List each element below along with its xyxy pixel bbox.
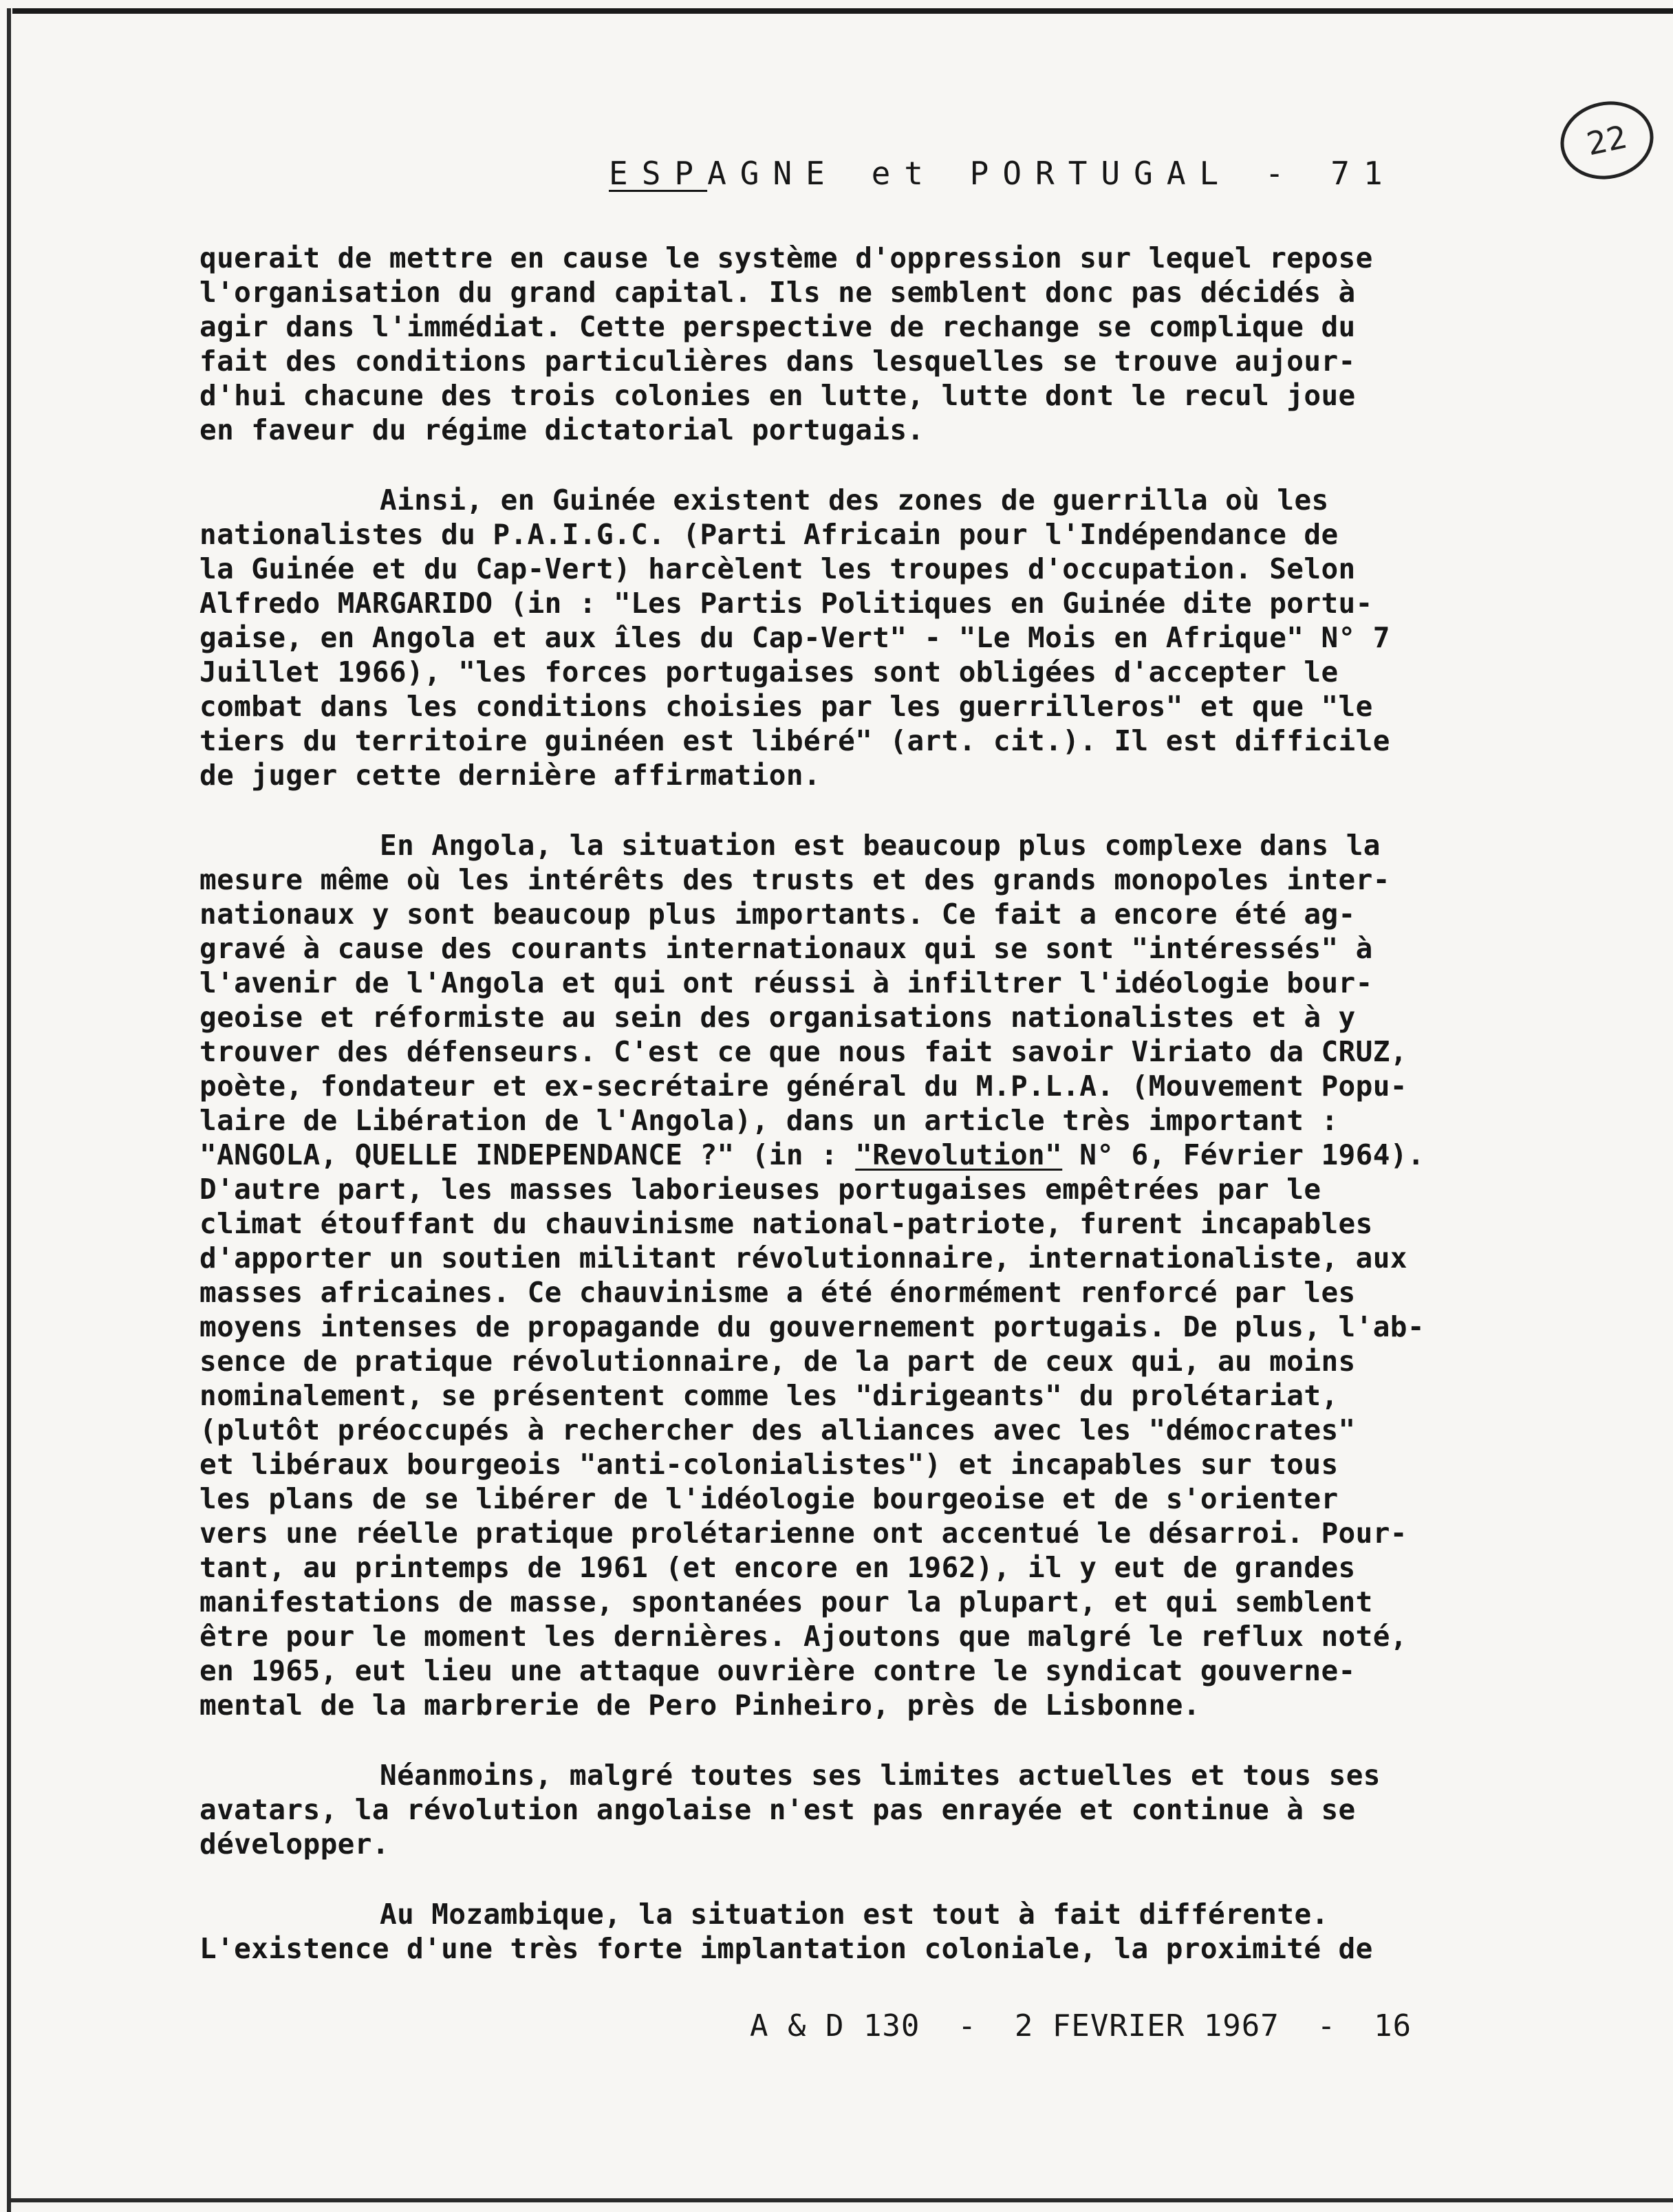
text-line: manifestations de masse, spontanées pour la plupart, et qui semblent	[199, 1585, 1373, 1618]
text-line: (plutôt préoccupés à rechercher des alliances avec les "démocrates"	[199, 1413, 1356, 1446]
text-line: sence de pratique révolutionnaire, de la part de ceux qui, au moins	[199, 1345, 1356, 1378]
text-line: tiers du territoire guinéen est libéré" (art. cit.). Il est difficile	[199, 724, 1390, 757]
stamp-number: 22	[1583, 118, 1631, 163]
text-line: avatars, la révolution angolaise n'est pas enrayée et continue à se	[199, 1793, 1356, 1826]
text-line: nationalistes du P.A.I.G.C. (Parti Africain pour l'Indépendance de	[199, 518, 1339, 551]
text-line: fait des conditions particulières dans lesquelles se trouve aujour-	[199, 345, 1356, 378]
text-line: l'organisation du grand capital. Ils ne semblent donc pas décidés à	[199, 276, 1356, 309]
text-line: L'existence d'une très forte implantation coloniale, la proximité de	[199, 1932, 1373, 1965]
text-line: agir dans l'immédiat. Cette perspective de rechange se complique du	[199, 310, 1356, 343]
text-line: gravé à cause des courants internationaux qui se sont "intéressés" à	[199, 932, 1373, 965]
text-line: masses africaines. Ce chauvinisme a été énormément renforcé par les	[199, 1276, 1356, 1309]
text-line: être pour le moment les dernières. Ajoutons que malgré le reflux noté,	[199, 1620, 1407, 1653]
text-line: tant, au printemps de 1961 (et encore en 1962), il y eut de grandes	[199, 1551, 1356, 1584]
header-underlined: ESP	[609, 155, 708, 192]
page-border-left	[7, 8, 11, 2212]
text-line: Au Mozambique, la situation est tout à fait différente.	[380, 1898, 1329, 1931]
text-line: en 1965, eut lieu une attaque ouvrière contre le syndicat gouverne-	[199, 1654, 1356, 1687]
text-line: vers une réelle pratique prolétarienne ont accentué le désarroi. Pour-	[199, 1517, 1407, 1550]
text-line: D'autre part, les masses laborieuses portugaises empêtrées par le	[199, 1173, 1321, 1206]
text-line: laire de Libération de l'Angola), dans un article très important :	[199, 1104, 1339, 1137]
text-line: Alfredo MARGARIDO (in : "Les Partis Politiques en Guinée dite portu-	[199, 587, 1373, 620]
text-line: combat dans les conditions choisies par les guerrilleros" et que "le	[199, 690, 1373, 723]
text-line: et libéraux bourgeois "anti-colonialistes") et incapables sur tous	[199, 1448, 1339, 1481]
document-body	[199, 241, 1534, 2002]
header-rest: AGNE et PORTUGAL - 71	[707, 155, 1396, 192]
text-line: de juger cette dernière affirmation.	[199, 759, 821, 792]
page-footer: A & D 130 - 2 FEVRIER 1967 - 16	[750, 2008, 1412, 2043]
text-line: la Guinée et du Cap-Vert) harcèlent les troupes d'occupation. Selon	[199, 552, 1356, 585]
text-line: d'apporter un soutien militant révolutionnaire, internationaliste, aux	[199, 1241, 1407, 1275]
reference-line	[199, 1138, 1534, 1172]
text-line: geoise et réformiste au sein des organisations nationalistes et à y	[199, 1001, 1356, 1034]
text-line: Ainsi, en Guinée existent des zones de guerrilla où les	[380, 484, 1329, 517]
text-line: l'avenir de l'Angola et qui ont réussi à infiltrer l'idéologie bour-	[199, 966, 1373, 999]
paragraph-mozambique	[199, 1897, 1534, 1966]
text-line: développer.	[199, 1828, 389, 1861]
text-line: climat étouffant du chauvinisme national-patriote, furent incapables	[199, 1207, 1373, 1240]
ref-line-start: "ANGOLA, QUELLE INDEPENDANCE ?" (in :	[199, 1138, 856, 1171]
page-number-stamp	[1553, 93, 1661, 188]
text-line: Néanmoins, malgré toutes ses limites actuelles et tous ses	[380, 1759, 1381, 1792]
text-line: les plans de se libérer de l'idéologie bourgeoise et de s'orienter	[199, 1482, 1339, 1515]
page-border-top	[12, 8, 1673, 14]
text-line: En Angola, la situation est beaucoup plus complexe dans la	[380, 829, 1381, 862]
text-line: en faveur du régime dictatorial portugais.	[199, 413, 925, 446]
text-line: querait de mettre en cause le système d'oppression sur lequel repose	[199, 241, 1373, 274]
text-line: nominalement, se présentent comme les "dirigeants" du prolétariat,	[199, 1379, 1339, 1412]
text-line: nationaux y sont beaucoup plus importants. Ce fait a encore été ag-	[199, 898, 1356, 931]
text-line: poète, fondateur et ex-secrétaire général du M.P.L.A. (Mouvement Popu-	[199, 1070, 1407, 1103]
ref-line-end: N° 6, Février 1964).	[1062, 1138, 1425, 1171]
revolution-reference: "Revolution"	[855, 1138, 1063, 1171]
paragraph-guinee	[199, 483, 1534, 792]
page-header	[609, 155, 1396, 192]
text-line: gaise, en Angola et aux îles du Cap-Vert" - "Le Mois en Afrique" N° 7	[199, 621, 1390, 654]
text-line: d'hui chacune des trois colonies en lutte, lutte dont le recul joue	[199, 379, 1356, 412]
page-border-bottom	[7, 2198, 1673, 2202]
paragraph-angola	[199, 828, 1534, 1722]
text-line: mental de la marbrerie de Pero Pinheiro, près de Lisbonne.	[199, 1689, 1200, 1722]
text-line: mesure même où les intérêts des trusts et des grands monopoles inter-	[199, 863, 1390, 896]
paragraph-neanmoins	[199, 1758, 1534, 1861]
text-line: trouver des défenseurs. C'est ce que nous fait savoir Viriato da CRUZ,	[199, 1035, 1407, 1068]
text-line: moyens intenses de propagande du gouvernement portugais. De plus, l'ab-	[199, 1310, 1425, 1343]
paragraph-1	[199, 241, 1534, 447]
text-line: Juillet 1966), "les forces portugaises sont obligées d'accepter le	[199, 655, 1339, 688]
